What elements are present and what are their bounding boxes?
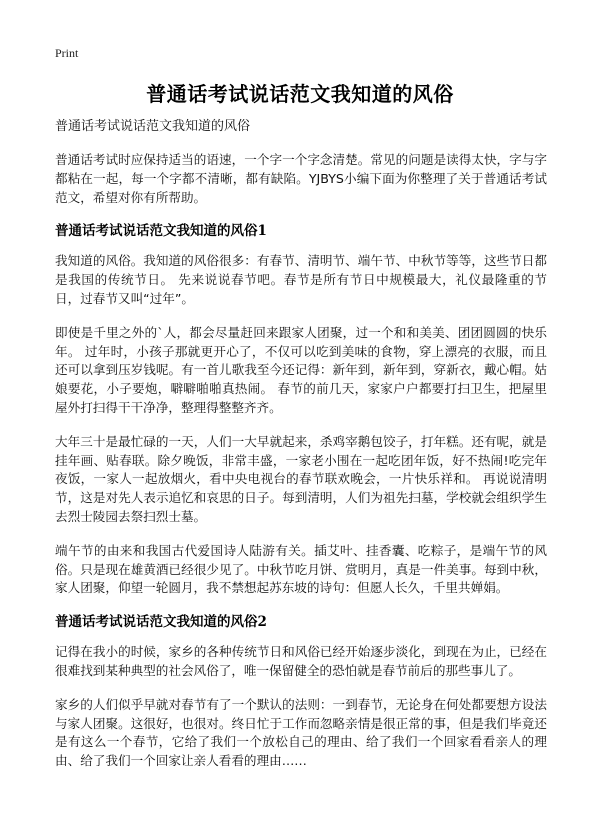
section-heading-2: 普通话考试说话范文我知道的风俗2	[55, 614, 267, 631]
section-1-paragraph: 我知道的风俗。我知道的风俗很多：有春节、清明节、端午节、中秋节等等，这些节日都是我国的传统节日。 先来说说春节吧。春节是所有节日中规模最大，礼仪最隆重的节日，过春节又叫“过年”。	[55, 253, 547, 306]
section-2-paragraph: 记得在我小的时候，家乡的各种传统节日和风俗已经开始逐步淡化，到现在为止，已经在很难找到某种典型的社会风俗了，唯一保留健全的恐怕就是春节前后的那些事儿了。	[55, 644, 547, 678]
section-1-paragraph: 大年三十是最忙碌的一天，人们一大早就起来，杀鸡宰鹅包饺子，打年糕。还有呢，就是挂年画、贴春联。除夕晚饭，非常丰盛，一家老小围在一起吃团年饭，好不热闹!吃完年夜饭，一家人一起放烟火，看中央电视台的春节联欢晚会，一片快乐祥和。 再说说清明节，这是对先人表示追忆和哀思的日子。每到清明，人们为祖先扫墓，学校就会组织学生去烈士陵园去祭扫烈士墓。	[55, 433, 547, 524]
section-1-paragraph: 端午节的由来和我国古代爱国诗人陆游有关。插艾叶、挂香囊、吃粽子，是端午节的风俗。只是现在雄黄酒已经很少见了。中秋节吃月饼、赏明月，真是一件美事。每到中秋，家人团聚，仰望一轮圆月，我不禁想起苏东坡的诗句：但愿人长久，千里共婵娟。	[55, 542, 547, 596]
intro-paragraph: 普通话考试时应保持适当的语速，一个字一个字念清楚。常见的问题是读得太快，字与字都粘在一起，每一个字都不清晰，都有缺陷。YJBYS小编下面为你整理了关于普通话考试范文，希望对你有所帮助。	[55, 152, 547, 205]
section-heading-1: 普通话考试说话范文我知道的风俗1	[55, 223, 267, 240]
page-title: 普通话考试说话范文我知道的风俗	[146, 82, 454, 106]
article-subtitle: 普通话考试说话范文我知道的风俗	[55, 119, 251, 134]
section-2-paragraph: 家乡的人们似乎早就对春节有了一个默认的法则：一到春节，无论身在何处都要想方设法与家人团聚。这很好，也很对。终日忙于工作而忽略亲情是很正常的事，但是我们毕竟还是有这么一个春节，它给了我们一个放松自己的理由、给了我们一个回家看看亲人的理由、给了我们一个回家让亲人看看的理由……	[55, 696, 547, 769]
article-body	[55, 118, 547, 786]
print-link[interactable]: Print	[55, 46, 79, 60]
section-1-paragraph: 即使是千里之外的`人，都会尽量赶回来跟家人团聚，过一个和和美美、团团圆圆的快乐年。 过年时，小孩子那就更开心了，不仅可以吃到美味的食物，穿上漂亮的衣服，而且还可以拿到压岁钱呢。有一首儿歌我至今还记得：新年到，新年到，穿新衣，戴心帽。姑娘要花，小子要炮，噼噼啪啪真热闹。 春节的前几天，家家户户都要打扫卫生，把屋里屋外打扫得干干净净，整理得整整齐齐。	[55, 324, 547, 415]
